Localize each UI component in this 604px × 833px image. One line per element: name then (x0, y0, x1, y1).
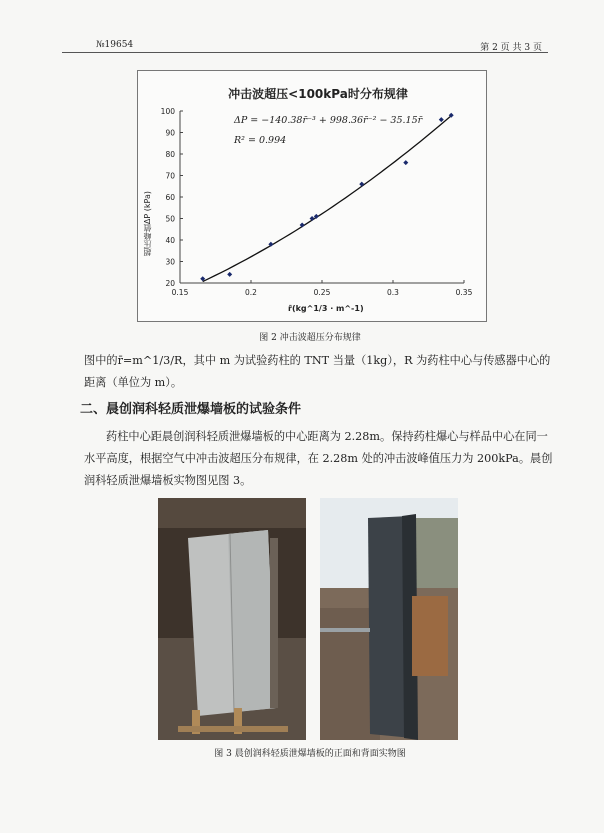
y-tick-label: 80 (165, 150, 175, 159)
y-axis-label: 超压峰值ΔP (kPa) (143, 191, 152, 257)
x-tick-label: 0.35 (455, 288, 473, 297)
chart-title: 冲击波超压<100kPa时分布规律 (228, 87, 408, 101)
data-point (227, 272, 232, 277)
x-tick-label: 0.2 (245, 288, 257, 297)
fit-equation: ΔP = −140.38r̄⁻³ + 998.36r̄⁻² − 35.15r̄ (234, 115, 423, 126)
data-point (439, 117, 444, 122)
y-tick-label: 90 (165, 128, 175, 138)
paragraph-definition: 图中的r̄=m^1/3/R，其中 m 为试验药柱的 TNT 当量（1kg），R 为药柱中心与传感器中心的距离（单位为 m）。 (84, 354, 551, 389)
y-tick-label: 60 (165, 193, 175, 202)
y-tick-label: 30 (165, 257, 175, 267)
y-tick-label: 40 (165, 236, 175, 245)
x-tick-label: 0.25 (313, 288, 331, 297)
section-heading: 二、晨创润科轻质泄爆墙板的试验条件 (80, 402, 302, 417)
chart-figure (137, 70, 487, 322)
y-tick-label: 70 (165, 171, 175, 181)
data-point (310, 216, 315, 221)
header-divider (62, 52, 548, 53)
data-point (359, 182, 364, 187)
panel-front-photo (158, 498, 306, 740)
paragraph-test-conditions: 药柱中心距晨创润科轻质泄爆墙板的中心距离为 2.28m。保持药柱爆心与样品中心在同一水平高度，根据空气中冲击波超压分布规律，在 2.28m 处的冲击波峰值压力为 200kPa。晨创润科轻质泄爆墙板实物图见图 3。 (84, 430, 553, 487)
fit-r-squared: R² = 0.994 (234, 135, 287, 146)
panel-back-photo (320, 498, 458, 740)
data-point (300, 222, 305, 227)
y-tick-label: 20 (165, 279, 175, 288)
figure2-caption: 图 2 冲击波超压分布规律 (259, 333, 361, 343)
chart-plot (138, 71, 486, 321)
x-axis-label: r̄(kg^1/3 · m^-1) (288, 304, 364, 313)
x-tick-label: 0.15 (171, 288, 189, 297)
page-info: 第 2 页 共 3 页 (480, 43, 542, 53)
y-tick-label: 50 (165, 214, 175, 224)
data-point (403, 160, 408, 165)
x-tick-label: 0.3 (387, 288, 399, 297)
y-tick-label: 100 (160, 107, 175, 116)
figure3-caption: 图 3 晨创润科轻质泄爆墙板的正面和背面实物图 (214, 749, 406, 759)
report-number: №19654 (96, 40, 134, 50)
